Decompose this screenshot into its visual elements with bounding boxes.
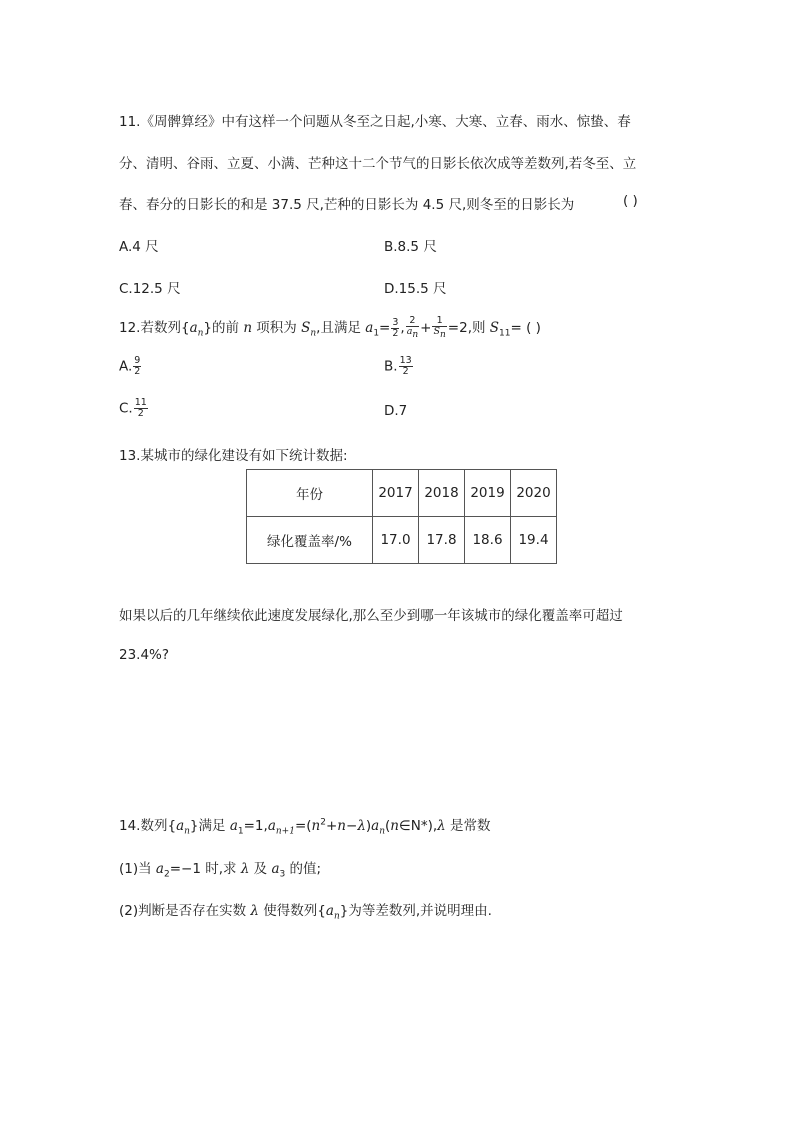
q12-frac-den: 2: [392, 327, 399, 339]
table-year-cell: 2020: [511, 470, 557, 517]
q11-option-d: D.15.5 尺: [384, 281, 447, 297]
table-value-cell: 17.8: [419, 517, 465, 564]
q12-text-1: }的前: [203, 320, 244, 336]
q14-part-2: (2)判断是否存在实数 λ 使得数列$\{a_n\}$为等差数列,并说明理由.: [119, 903, 492, 922]
q12-plus: +: [420, 320, 432, 336]
q12-var-s11: S: [489, 320, 500, 336]
q12-sub-n: n: [197, 328, 204, 339]
table-row: [247, 470, 557, 517]
q13-question-line-2: 23.4%?: [119, 647, 170, 663]
q12-option-b: B. $\frac{13}{2}$: [384, 355, 412, 377]
table-value-cell: 19.4: [511, 517, 557, 564]
q12-var-n: n: [243, 320, 253, 336]
q12-sub-n2: n: [310, 328, 317, 339]
q12-frac-den: $S_n$: [433, 326, 446, 340]
q13-intro: 13.某城市的绿化建设有如下统计数据:: [119, 448, 348, 464]
table-value-cell: 17.0: [373, 517, 419, 564]
q12-option-c: C. $\frac{11}{2}$: [119, 397, 147, 419]
table-year-cell: 2019: [465, 470, 511, 517]
q12-frac-3-2: [391, 318, 399, 339]
table-row: [247, 517, 557, 564]
table-year-cell: 2018: [419, 470, 465, 517]
table-header-coverage: 绿化覆盖率/%: [247, 517, 373, 564]
q11-line-1: 11.《周髀算经》中有这样一个问题从冬至之日起,小寒、大寒、立春、雨水、惊蛰、春: [119, 114, 631, 130]
q12-prefix: 12.若数列{: [119, 320, 190, 336]
q12-text-4: =2,则: [447, 320, 490, 336]
q12-comma: ,: [400, 320, 405, 336]
table-header-year: 年份: [247, 470, 373, 517]
q11-answer-paren: ( ): [623, 193, 638, 209]
q12-text-3: ,且满足: [316, 320, 366, 336]
q12-var-a1: a: [365, 320, 374, 336]
q13-question-line-1: 如果以后的几年继续依此速度发展绿化,那么至少到哪一年该城市的绿化覆盖率可超过: [119, 608, 623, 624]
q12-var-a: a: [189, 320, 198, 336]
q13-data-table: [246, 469, 557, 564]
q11-line-3: 春、春分的日影长的和是 37.5 尺,芒种的日影长为 4.5 尺,则冬至的日影长为: [119, 197, 575, 213]
q12-eq: =: [379, 320, 391, 336]
q12-tail: = ( ): [510, 320, 541, 336]
q12-frac-1-sn: [432, 316, 446, 340]
table-value-cell: 18.6: [465, 517, 511, 564]
q12-sub-11: 11: [499, 328, 511, 339]
q12-frac-2-an: [406, 316, 419, 340]
q11-option-c: C.12.5 尺: [119, 281, 181, 297]
q12-var-s: S: [301, 320, 311, 336]
q12-frac-num: 1: [432, 316, 446, 327]
q12-option-a: A. $\frac{9}{2}$: [119, 355, 141, 377]
q12-frac-num: 2: [406, 316, 419, 327]
q11-line-2: 分、清明、谷雨、立夏、小满、芒种这十二个节气的日影长依次成等差数列,若冬至、立: [119, 156, 637, 172]
table-year-cell: 2017: [373, 470, 419, 517]
q11-option-b: B.8.5 尺: [384, 239, 437, 255]
q12-sub-1: 1: [373, 328, 380, 339]
q11-option-a: A.4 尺: [119, 239, 159, 255]
q12-option-d: D.7: [384, 403, 408, 419]
q14-part-1: (1)当 $a_2=-1$ 时,求 λ 及 $a_3$ 的值;: [119, 861, 322, 880]
q12-frac-num: 3: [392, 316, 399, 328]
q14-stem: 14.数列$\{a_n\}$满足 $a_1=1,a_{n+1}=(n^2+n-\lambda)a_n(n\in N*),\lambda$ 是常数: [119, 817, 491, 837]
q12-stem: [119, 316, 541, 340]
q12-text-2: 项积为: [252, 320, 302, 336]
q12-frac-den: $a_n$: [406, 326, 419, 340]
